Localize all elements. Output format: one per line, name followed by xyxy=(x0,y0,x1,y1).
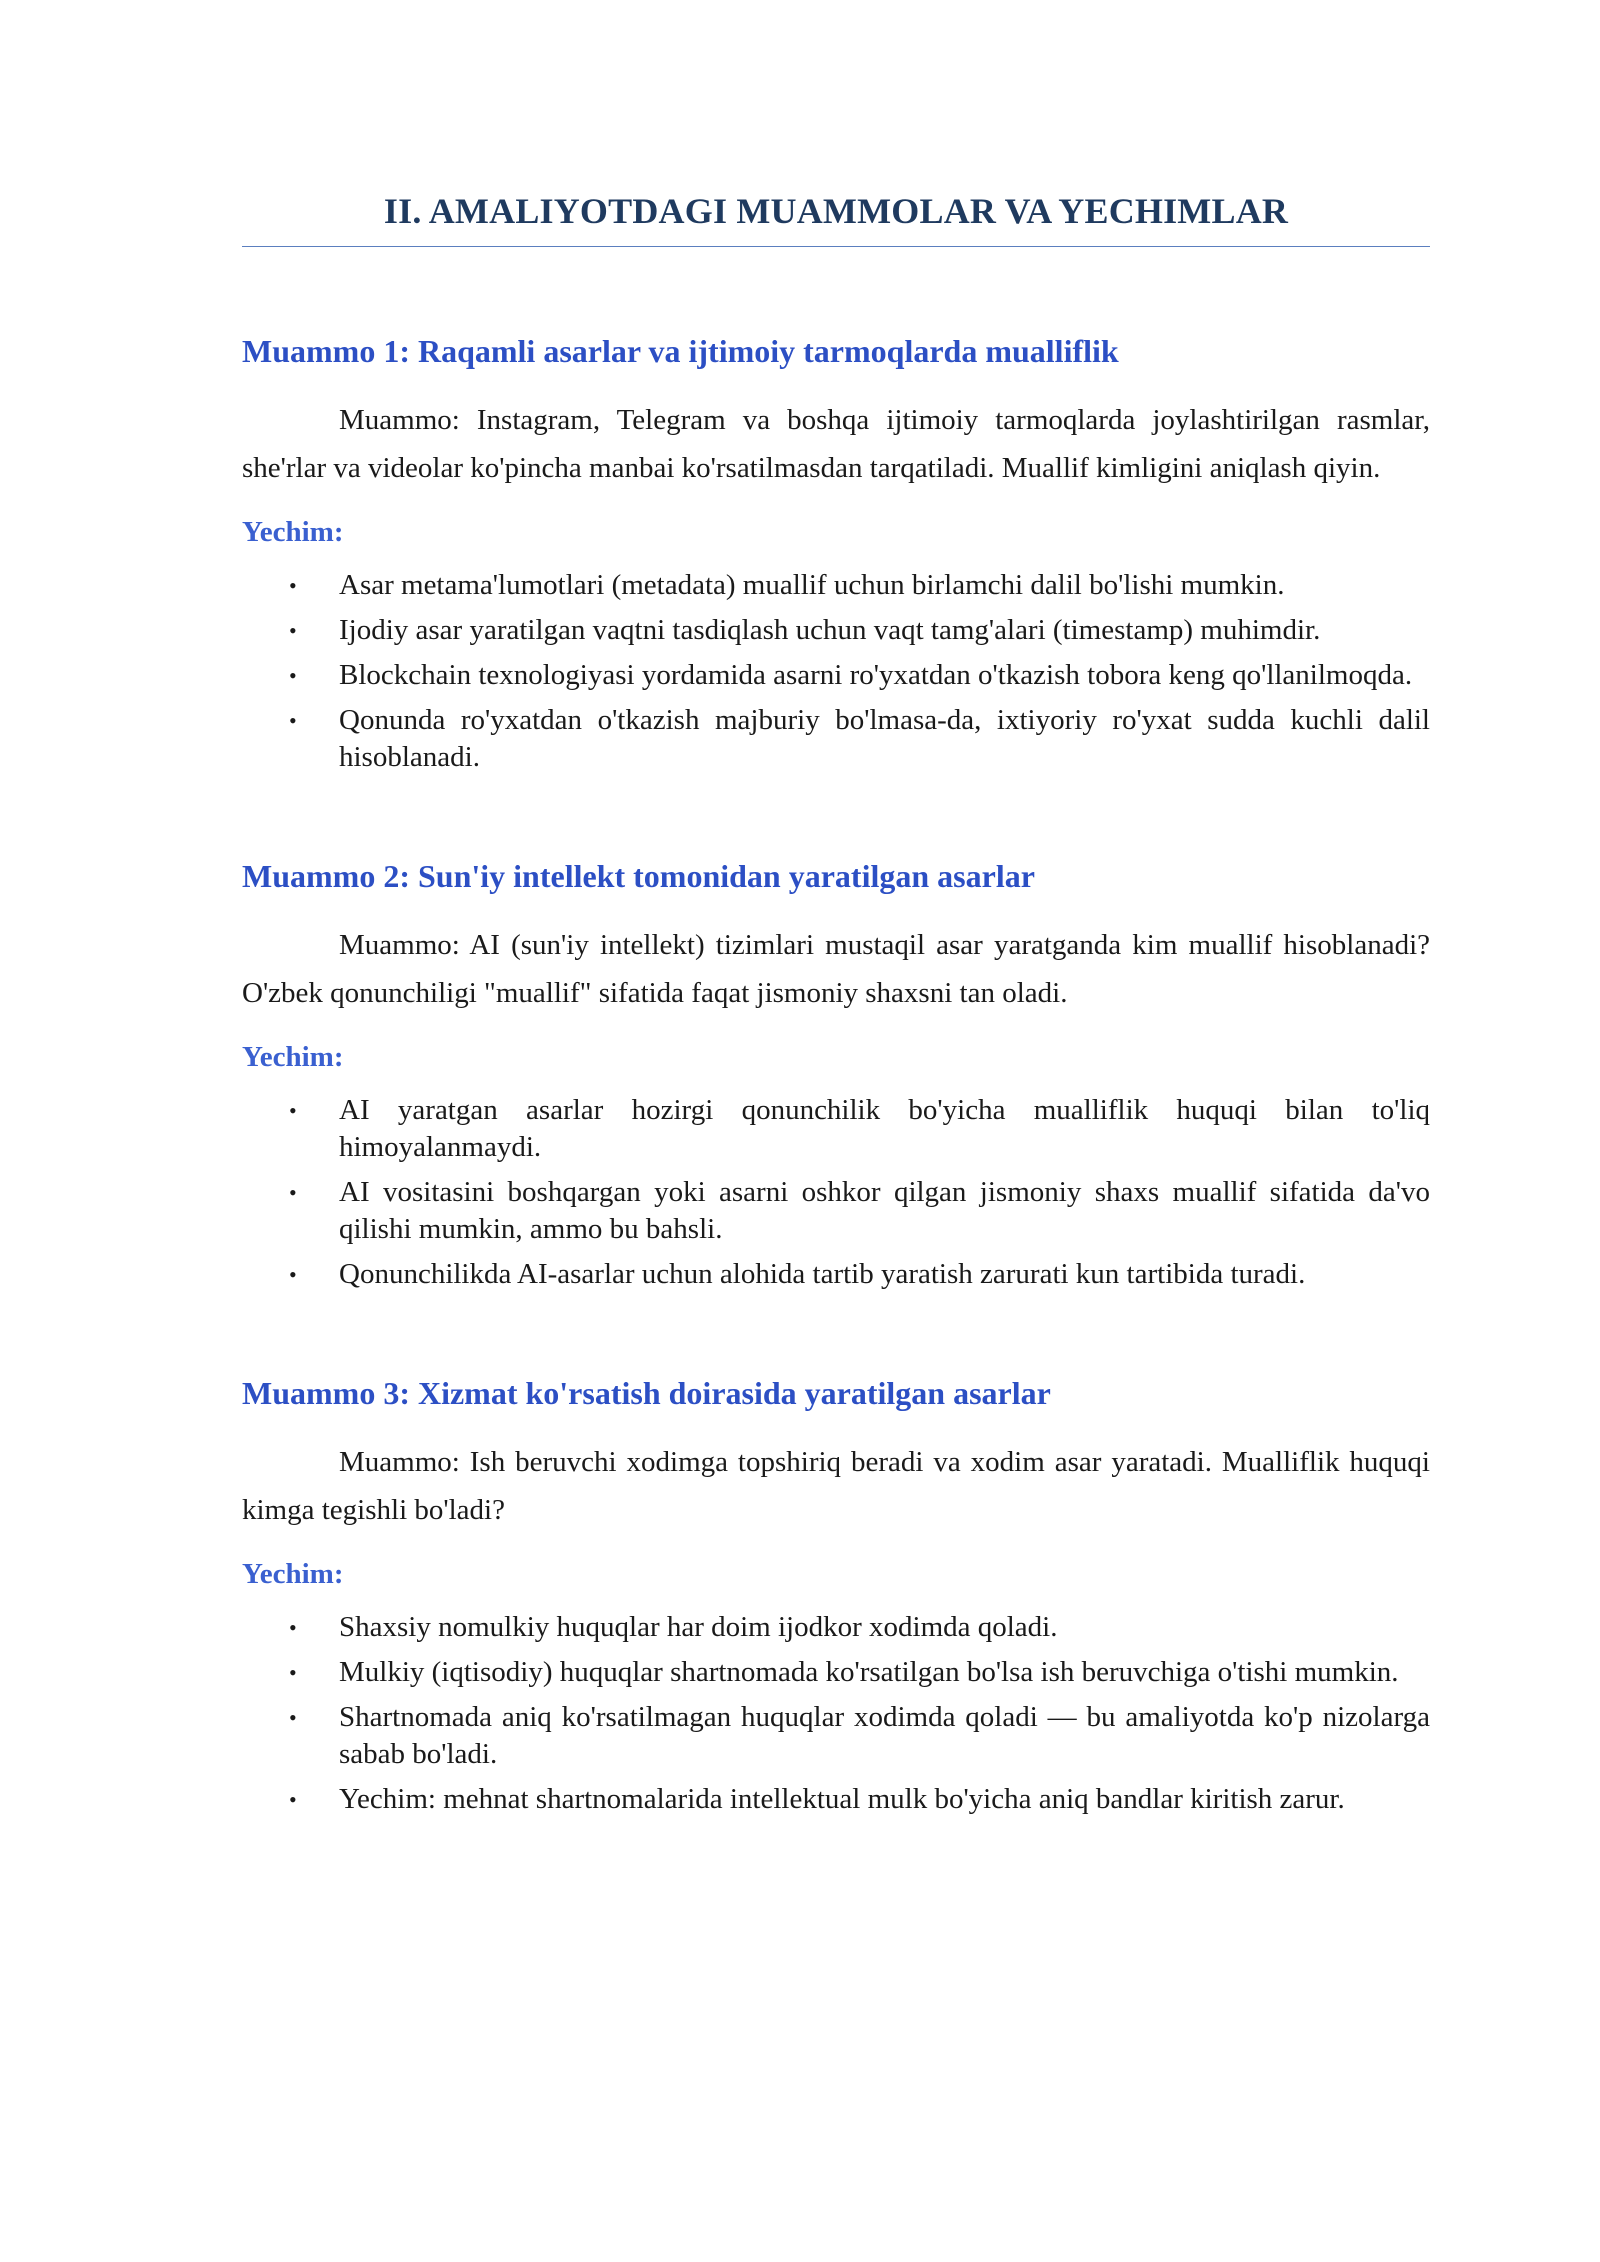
bullet-icon: • xyxy=(289,573,297,598)
list-item xyxy=(289,567,1430,604)
section-heading: Muammo 1: Raqamli asarlar va ijtimoiy tarmoqlarda mualliflik xyxy=(242,333,1119,369)
list-item-text: Shaxsiy nomulkiy huquqlar har doim ijodkor xodimda qoladi. xyxy=(339,1611,1058,1643)
list-item-text: AI yaratgan asarlar hozirgi qonunchilik bo'yicha mualliflik huquqi bilan to'liq himoyalanmaydi. xyxy=(339,1094,1430,1163)
list-item-text: Asar metama'lumotlari (metadata) muallif uchun birlamchi dalil bo'lishi mumkin. xyxy=(339,569,1285,601)
bullet-icon: • xyxy=(289,708,297,733)
list-item xyxy=(289,1699,1430,1773)
sections-container xyxy=(242,333,1430,1818)
solution-list xyxy=(242,1609,1430,1818)
bullet-icon: • xyxy=(289,1705,297,1730)
list-item-text: Mulkiy (iqtisodiy) huquqlar shartnomada ko'rsatilgan bo'lsa ish beruvchiga o'tishi mumkin. xyxy=(339,1656,1399,1688)
bullet-icon: • xyxy=(289,1180,297,1205)
list-item xyxy=(289,1654,1430,1691)
list-item xyxy=(289,612,1430,649)
list-item-text: AI vositasini boshqargan yoki asarni oshkor qilgan jismoniy shaxs muallif sifatida da'vo qilishi mumkin, ammo bu bahsli. xyxy=(339,1176,1430,1245)
bullet-icon: • xyxy=(289,618,297,643)
problem-paragraph: Muammo: AI (sun'iy intellekt) tizimlari mustaqil asar yaratganda kim muallif hisoblanadi? O'zbek qonunchiligi "muallif" sifatida faqat jismoniy shaxsni tan oladi. xyxy=(242,929,1430,1009)
list-item-text: Shartnomada aniq ko'rsatilmagan huquqlar xodimda qoladi — bu amaliyotda ko'p nizolarga sabab bo'ladi. xyxy=(339,1701,1430,1770)
solution-label: Yechim: xyxy=(242,1558,344,1590)
bullet-icon: • xyxy=(289,663,297,688)
list-item xyxy=(289,1256,1430,1293)
list-item xyxy=(289,1609,1430,1646)
solution-label: Yechim: xyxy=(242,516,344,548)
list-item xyxy=(289,702,1430,776)
section-heading: Muammo 2: Sun'iy intellekt tomonidan yaratilgan asarlar xyxy=(242,858,1035,894)
list-item-text: Qonunchilikda AI-asarlar uchun alohida tartib yaratish zarurati kun tartibida turadi. xyxy=(339,1258,1306,1290)
solution-list xyxy=(242,567,1430,776)
bullet-icon: • xyxy=(289,1615,297,1640)
list-item-text: Ijodiy asar yaratilgan vaqtni tasdiqlash uchun vaqt tamg'alari (timestamp) muhimdir. xyxy=(339,614,1321,646)
solution-list xyxy=(242,1092,1430,1293)
section-heading: Muammo 3: Xizmat ko'rsatish doirasida yaratilgan asarlar xyxy=(242,1375,1051,1411)
bullet-icon: • xyxy=(289,1098,297,1123)
list-item xyxy=(289,657,1430,694)
bullet-icon: • xyxy=(289,1787,297,1812)
bullet-icon: • xyxy=(289,1262,297,1287)
list-item-text: Qonunda ro'yxatdan o'tkazish majburiy bo'lmasa-da, ixtiyoriy ro'yxat sudda kuchli dalil hisoblanadi. xyxy=(339,704,1430,773)
list-item xyxy=(289,1781,1430,1818)
problem-paragraph: Muammo: Ish beruvchi xodimga topshiriq beradi va xodim asar yaratadi. Mualliflik huquqi kimga tegishli bo'ladi? xyxy=(242,1446,1430,1526)
list-item xyxy=(289,1174,1430,1248)
problem-paragraph: Muammo: Instagram, Telegram va boshqa ijtimoiy tarmoqlarda joylashtirilgan rasmlar, she'rlar va videolar ko'pincha manbai ko'rsatilmasdan tarqatiladi. Muallif kimligini aniqlash qiyin. xyxy=(242,404,1430,484)
section-3 xyxy=(242,1375,1430,1818)
section-2 xyxy=(242,858,1430,1293)
page-title: II. AMALIYOTDAGI MUAMMOLAR VA YECHIMLAR xyxy=(242,190,1430,247)
bullet-icon: • xyxy=(289,1660,297,1685)
solution-label: Yechim: xyxy=(242,1041,344,1073)
section-1 xyxy=(242,333,1430,776)
list-item-text: Blockchain texnologiyasi yordamida asarni ro'yxatdan o'tkazish tobora keng qo'llanilmoqda. xyxy=(339,659,1413,691)
list-item xyxy=(289,1092,1430,1166)
list-item-text: Yechim: mehnat shartnomalarida intellektual mulk bo'yicha aniq bandlar kiritish zarur. xyxy=(339,1783,1345,1815)
